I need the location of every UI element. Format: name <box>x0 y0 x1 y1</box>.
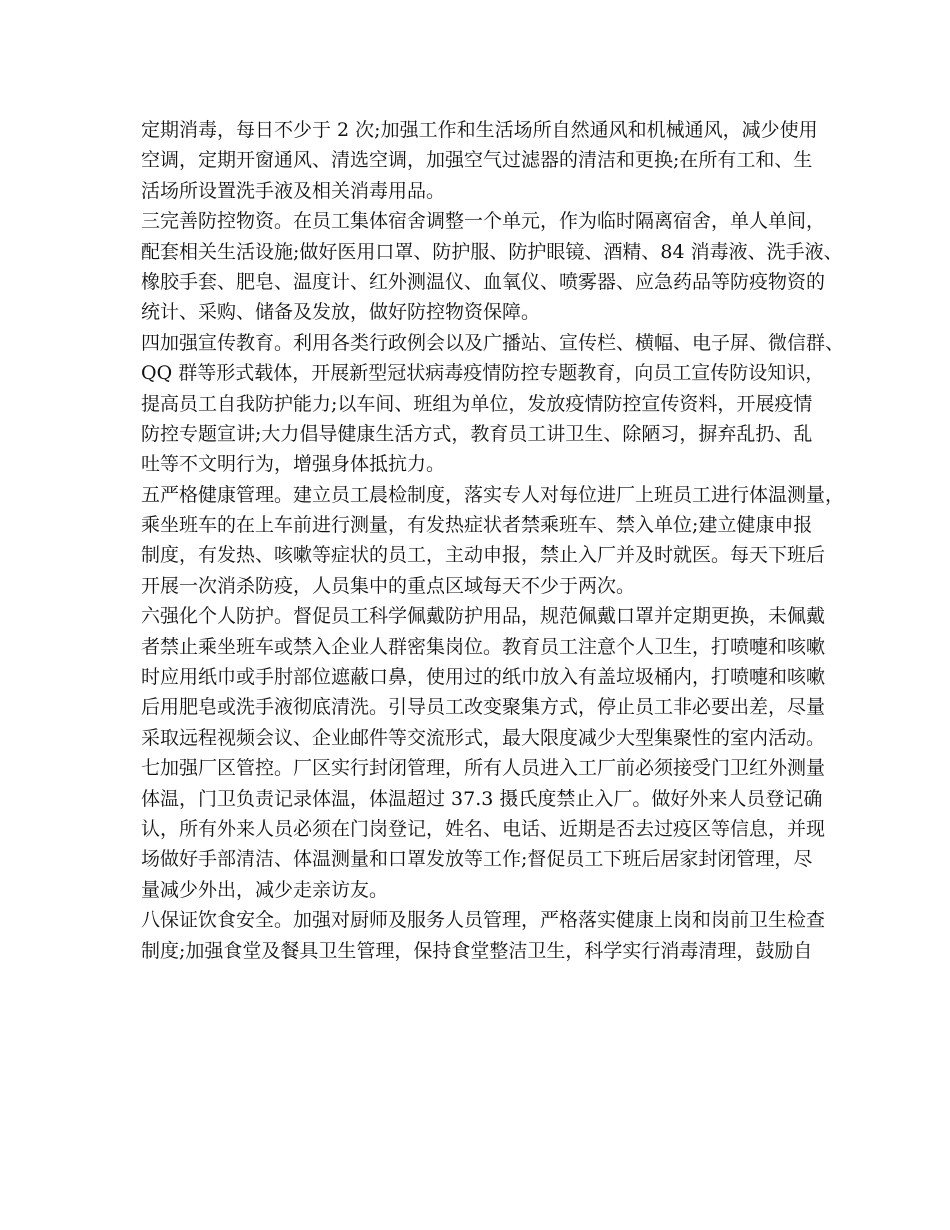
document-body <box>141 115 845 966</box>
text-line: 配套相关生活设施;做好医用口罩、防护服、防护眼镜、酒精、84 消毒液、洗手液、 <box>141 240 843 263</box>
text-line: 乘坐班车的在上车前进行测量，有发热症状者禁乘班车、禁入单位;建立健康申报 <box>141 514 813 537</box>
text-line: 制度，有发热、咳嗽等症状的员工，主动申报，禁止入厂并及时就医。每天下班后 <box>141 544 826 567</box>
text-line: 统计、采购、储备及发放，做好防控物资保障。 <box>141 301 541 324</box>
text-line: 者禁止乘坐班车或禁入企业人群密集岗位。教育员工注意个人卫生，打喷嚏和咳嗽 <box>141 635 826 658</box>
text-line: 量减少外出，减少走亲访友。 <box>141 878 389 901</box>
text-line: 活场所设置洗手液及相关消毒用品。 <box>141 179 446 202</box>
text-line: 后用肥皂或洗手液彻底清洗。引导员工改变聚集方式，停止员工非必要出差，尽量 <box>141 696 826 719</box>
text-line: 三完善防控物资。在员工集体宿舍调整一个单元，作为临时隔离宿舍，单人单间， <box>141 210 826 233</box>
text-line: 吐等不文明行为，增强身体抵抗力。 <box>141 453 446 476</box>
text-line: 五严格健康管理。建立员工晨检制度，落实专人对每位进厂上班员工进行体温测量， <box>141 483 845 506</box>
text-line: QQ 群等形式载体，开展新型冠状病毒疫情防控专题教育，向员工宣传防设知识， <box>141 362 825 385</box>
text-line: 七加强厂区管控。厂区实行封闭管理，所有人员进入工厂前必须接受门卫红外测量 <box>141 757 826 780</box>
text-line: 定期消毒，每日不少于 2 次;加强工作和生活场所自然通风和机械通风，减少使用 <box>141 119 818 141</box>
text-line: 时应用纸巾或手肘部位遮蔽口鼻，使用过的纸巾放入有盖垃圾桶内，打喷嚏和咳嗽 <box>141 666 826 689</box>
text-line: 八保证饮食安全。加强对厨师及服务人员管理，严格落实健康上岗和岗前卫生检查 <box>141 909 826 932</box>
text-line: 制度;加强食堂及餐具卫生管理，保持食堂整洁卫生，科学实行消毒清理，鼓励自 <box>141 939 813 962</box>
text-line: 采取远程视频会议、企业邮件等交流形式，最大限度减少大型集聚性的室内活动。 <box>141 726 826 749</box>
text-line: 空调，定期开窗通风、清选空调，加强空气过滤器的清洁和更换;在所有工和、生 <box>141 149 813 172</box>
text-line: 开展一次消杀防疫，人员集中的重点区域每天不少于两次。 <box>141 574 636 597</box>
text-line: 橡胶手套、肥皂、温度计、红外测温仪、血氧仪、喷雾器、应急药品等防疫物资的 <box>141 270 826 293</box>
text-line: 四加强宣传教育。利用各类行政例会以及广播站、宣传栏、横幅、电子屏、微信群、 <box>141 331 845 354</box>
text-line: 提高员工自我防护能力;以车间、班组为单位，发放疫情防控宣传资料，开展疫情 <box>141 392 813 415</box>
text-line: 六强化个人防护。督促员工科学佩戴防护用品，规范佩戴口罩并定期更换，未佩戴 <box>141 605 826 628</box>
text-line: 体温，门卫负责记录体温，体温超过 37.3 摄氏度禁止入厂。做好外来人员登记确 <box>141 787 823 810</box>
text-line: 认，所有外来人员必须在门岗登记，姓名、电话、近期是否去过疫区等信息，并现 <box>141 817 826 840</box>
text-line: 场做好手部清洁、体温测量和口罩发放等工作;督促员工下班后居家封闭管理，尽 <box>141 848 813 871</box>
text-line: 防控专题宣讲;大力倡导健康生活方式，教育员工讲卫生、除陋习，摒弃乱扔、乱 <box>141 422 813 445</box>
